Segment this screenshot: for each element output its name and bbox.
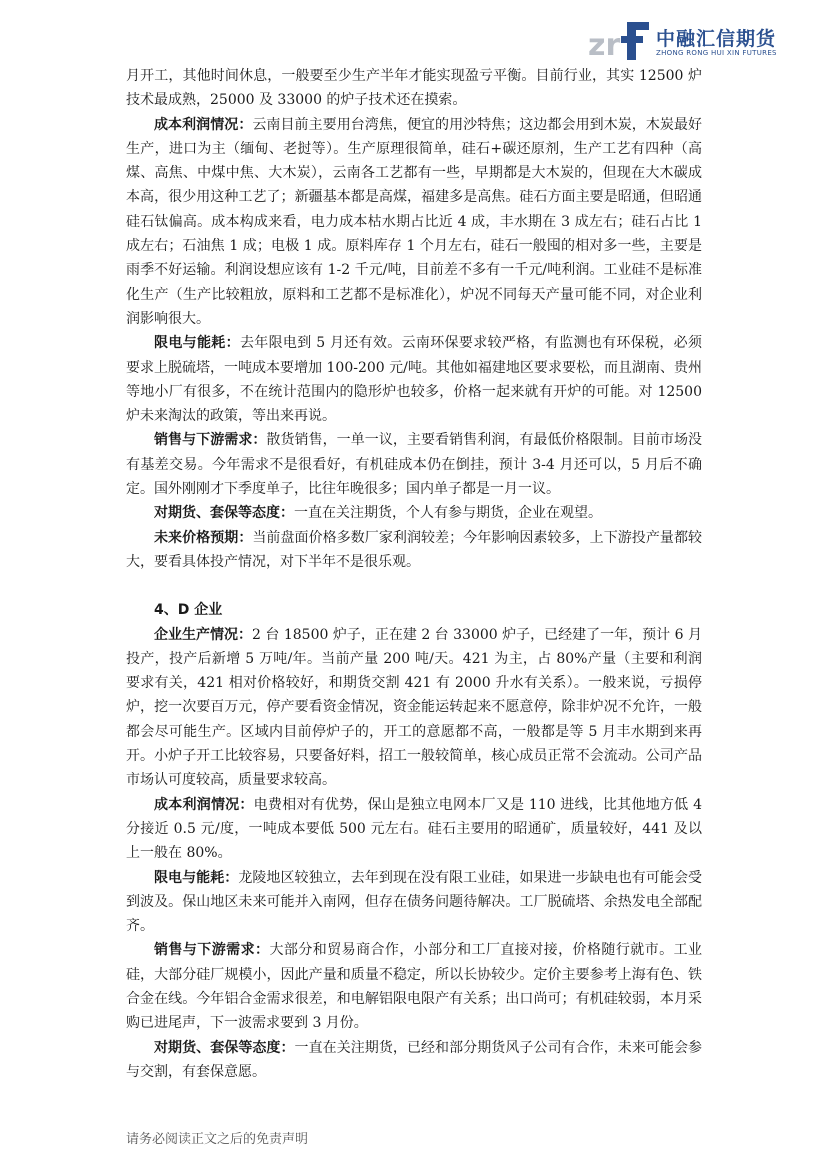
section-label: 销售与下游需求： (154, 432, 267, 449)
section-label: 成本利润情况： (154, 796, 254, 813)
paragraph-sales-demand-c: 销售与下游需求：散货销售，一单一议，主要看销售利润，有最低价格限制。目前市场没有基差交易。今年需求不是很看好，有机硅成本仍在倒挂，预计 3-4 月还可以，5 月后不确定。国外刚刚才下季度单子，比往年晚很多；国内单子都是一月一议。 (126, 432, 702, 498)
section-label: 对期货、套保等态度： (154, 1039, 295, 1056)
paragraph-futures-attitude-d: 对期货、套保等态度：一直在关注期货，已经和部分期货风子公司有合作，未来可能会参与交割，有套保意愿。 (126, 1039, 703, 1080)
section-label: 企业生产情况： (154, 626, 253, 643)
section-label: 销售与下游需求： (154, 942, 270, 959)
paragraph-futures-attitude-c: 对期货、套保等态度：一直在关注期货，个人有参与期货，企业在观望。 (154, 505, 602, 522)
logo-company-name-en: ZHONG RONG HUI XIN FUTURES (656, 49, 777, 57)
logo-company-name-cn: 中融汇信期货 (656, 28, 777, 50)
footer-disclaimer: 请务必阅读正文之后的免责声明 (126, 1132, 309, 1147)
company-logo (588, 18, 778, 64)
section-label: 限电与能耗： (154, 335, 240, 352)
paragraph-cost-profit-d: 成本利润情况：电费相对有优势，保山是独立电网本厂又是 110 进线，比其他地方低 4 分接近 0.5 元/度，一吨成本要低 500 元左右。硅石主要用的昭通矿，质量较好，441 及以上一般在 80%。 (126, 796, 703, 862)
svg-text:zr: zr (588, 28, 621, 63)
section-label: 成本利润情况： (154, 116, 253, 133)
paragraph-power-energy-c: 限电与能耗：去年限电到 5 月还有效。云南环保要求较严格，有监测也有环保税，必须要求上脱硫塔，一吨成本要增加 100-200 元/吨。其他如福建地区要求要松，而且湖南、贵州等地小厂有很多，不在统计范围内的隐形炉也较多，价格一起来就有开炉的可能。对 12500 炉未来淘汰的政策，等出来再说。 (126, 335, 703, 425)
section-heading-d-company: 4、D 企业 (154, 602, 223, 619)
paragraph-intro-continuation: 月开工，其他时间休息，一般要至少生产半年才能实现盈亏平衡。目前行业，其实 12500 炉技术最成熟，25000 及 33000 的炉子技术还在摸索。 (126, 68, 702, 109)
zrf-logo-icon (588, 18, 652, 64)
section-label: 限电与能耗： (154, 869, 239, 886)
paragraph-price-outlook-c: 未来价格预期：当前盘面价格多数厂家利润较差；今年影响因素较多，上下游投产量都较大，要看具体投产情况，对下半年不是很乐观。 (126, 529, 703, 570)
section-label: 未来价格预期： (154, 529, 253, 546)
paragraph-power-energy-d: 限电与能耗：龙陵地区较独立，去年到现在没有限工业硅，如果进一步缺电也有可能会受到波及。保山地区未来可能并入南网，但存在债务问题待解决。工厂脱硫塔、余热发电全部配齐。 (126, 869, 703, 935)
report-body (126, 64, 702, 1084)
paragraph-sales-demand-d: 销售与下游需求：大部分和贸易商合作，小部分和工厂直接对接，价格随行就市。工业硅，大部分硅厂规模小，因此产量和质量不稳定，所以长协较少。定价主要参考上海有色、铁合金在线。今年铝合金需求很差，和电解铝限电限产有关系；出口尚可；有机硅较弱，本月采购已进尾声，下一波需求要到 3 月份。 (126, 942, 703, 1032)
section-label: 对期货、套保等态度： (154, 505, 294, 522)
paragraph-cost-profit-c: 成本利润情况：云南目前主要用台湾焦，便宜的用沙特焦；这边都会用到木炭，木炭最好生产，进口为主（缅甸、老挝等）。生产原理很简单，硅石+碳还原剂，生产工艺有四种（高煤、高焦、中煤中焦、大木炭），云南各工艺都有一些，早期都是大木炭的，但现在大木碳成本高，很少用这种工艺了；新疆基本都是高煤，福建多是高焦。硅石方面主要是昭通，但昭通硅石钛偏高。成本构成来看，电力成本枯水期占比近 4 成，丰水期在 3 成左右；硅石占比 1 成左右；石油焦 1 成；电极 1 成。原料库存 1 个月左右，硅石一般囤的相对多一些，主要是雨季不好运输。利润设想应该有 1-2 千元/吨，目前差不多有一千元/吨利润。工业硅不是标准化生产（生产比较粗放，原料和工艺都不是标准化），炉况不同每天产量可能不同，对企业利润影响很大。 (126, 116, 703, 327)
paragraph-production-d: 企业生产情况：2 台 18500 炉子，正在建 2 台 33000 炉子，已经建了一年，预计 6 月投产，投产后新增 5 万吨/年。当前产量 200 吨/天。421 为主，占 80%产量（主要和利润要求有关，421 相对价格较好，和期货交割 421 有 2000 升水有关系）。一般来说，亏损停炉，挖一次要百万元，停产要看资金情况，资金能运转起来不愿意停，除非炉况不允许，一般都会尽可能生产。区域内目前停炉子的，开工的意愿都不高，一般都是等 5 月丰水期到来再开。小炉子开工比较容易，只要备好料，招工一般较简单，核心成员正常不会流动。公司产品市场认可度较高，质量要求较高。 (126, 626, 702, 789)
